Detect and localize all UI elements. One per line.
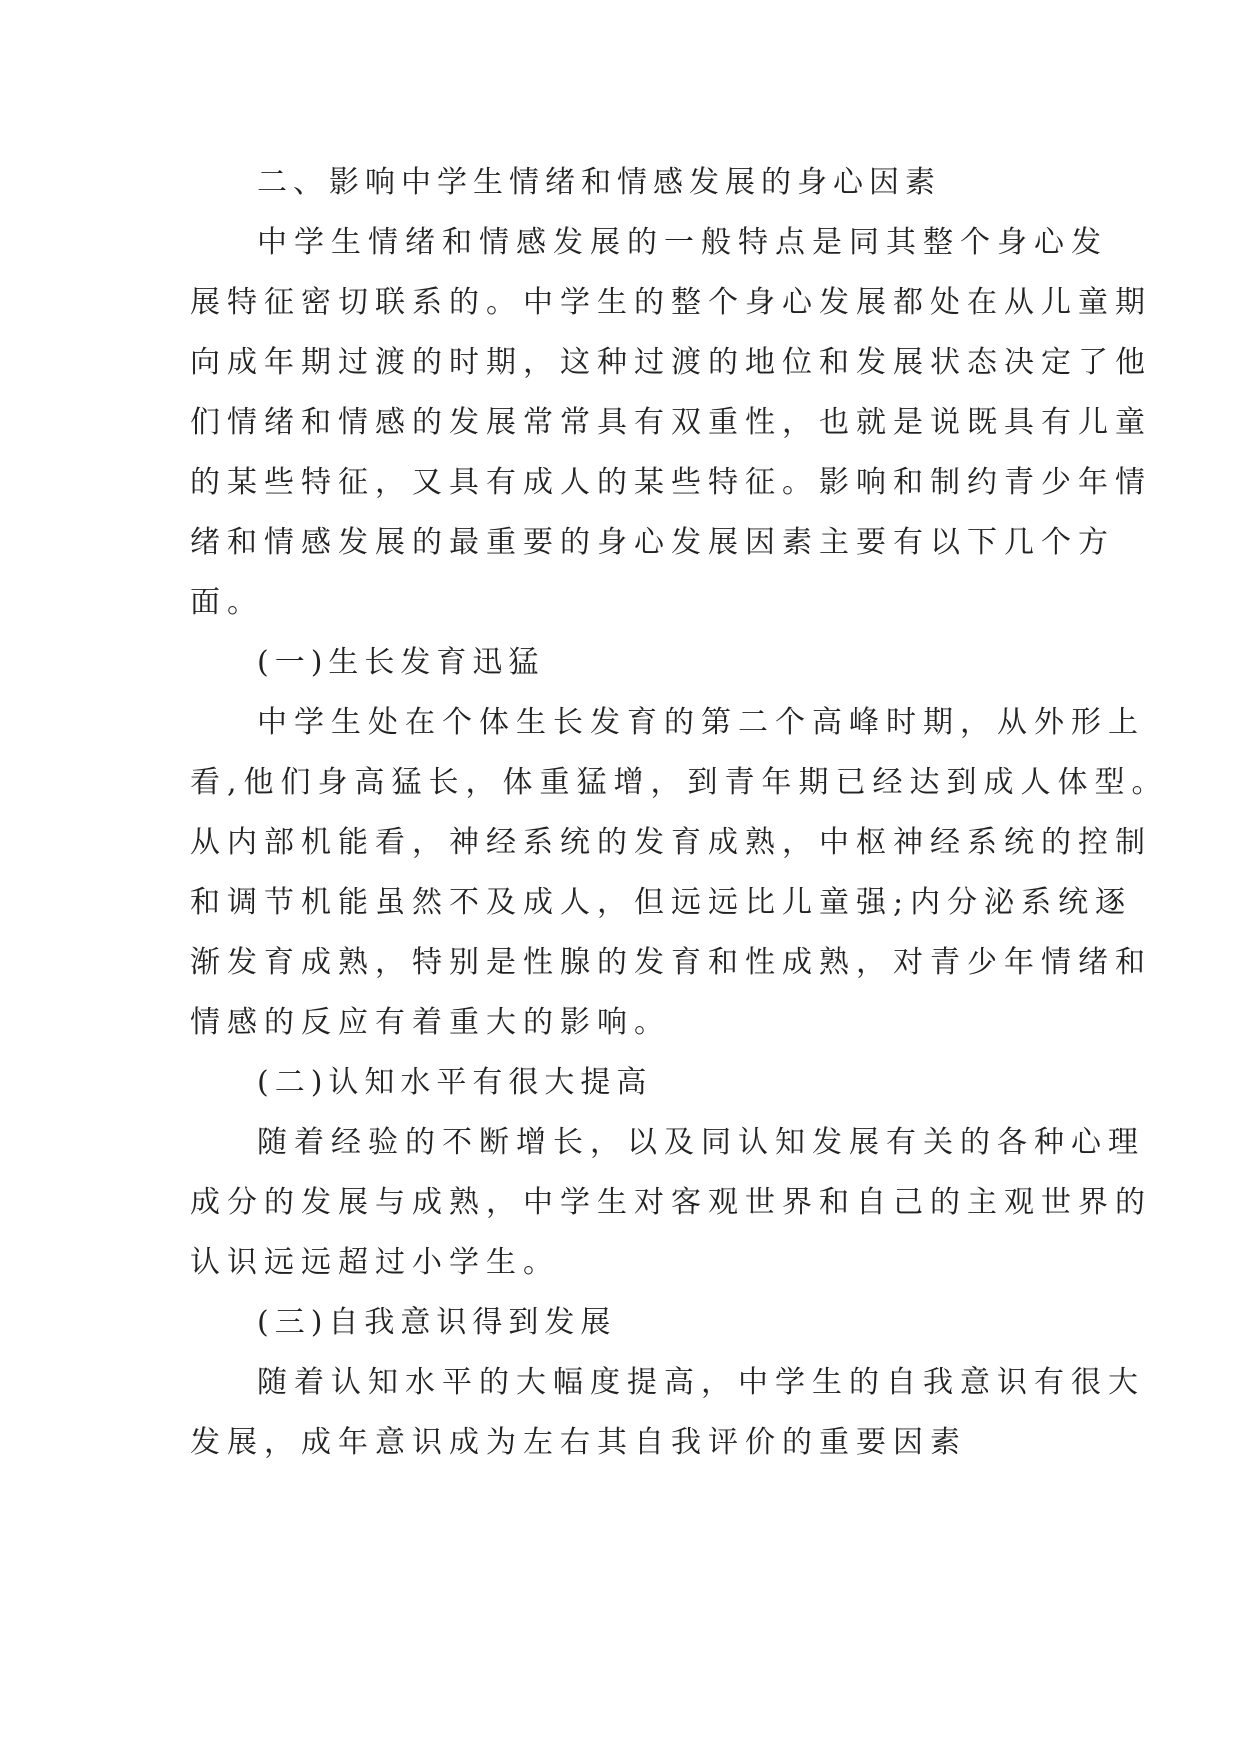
paragraph-line: 中学生处在个体生长发育的第二个高峰时期，从外形上 xyxy=(257,705,1145,740)
intro-paragraph xyxy=(190,213,1152,633)
paragraph-line: 发展，成年意识成为左右其自我评价的重要因素 xyxy=(190,1425,967,1460)
subsection-paragraph-2 xyxy=(190,1113,1152,1293)
paragraph-line: 向成年期过渡的时期，这种过渡的地位和发展状态决定了他 xyxy=(190,345,1152,380)
section-title xyxy=(190,153,1070,213)
paragraph-line: 从内部机能看，神经系统的发育成熟，中枢神经系统的控制 xyxy=(190,825,1152,860)
paragraph-line: 成分的发展与成熟，中学生对客观世界和自己的主观世界的 xyxy=(190,1185,1152,1220)
subsection-title-3 xyxy=(190,1293,1070,1353)
subsection-title-text: (三)自我意识得到发展 xyxy=(257,1305,617,1340)
paragraph-line: 中学生情绪和情感发展的一般特点是同其整个身心发 xyxy=(257,225,1108,260)
paragraph-line: 情感的反应有着重大的影响。 xyxy=(190,1005,671,1040)
document-body xyxy=(190,153,1169,1473)
paragraph-line: 随着认知水平的大幅度提高，中学生的自我意识有很大 xyxy=(257,1365,1145,1400)
paragraph-line: 面。 xyxy=(190,585,264,620)
paragraph-line: 认识远远超过小学生。 xyxy=(190,1245,560,1280)
subsection-title-1 xyxy=(190,633,1070,693)
paragraph-line: 展特征密切联系的。中学生的整个身心发展都处在从儿童期 xyxy=(190,285,1152,320)
subsection-paragraph-1 xyxy=(190,693,1169,1053)
paragraph-line: 渐发育成熟，特别是性腺的发育和性成熟，对青少年情绪和 xyxy=(190,945,1152,980)
subsection-title-text: (二)认知水平有很大提高 xyxy=(257,1065,653,1100)
paragraph-line: 的某些特征，又具有成人的某些特征。影响和制约青少年情 xyxy=(190,465,1152,500)
paragraph-line: 和调节机能虽然不及成人，但远远比儿童强;内分泌系统逐 xyxy=(190,885,1133,920)
paragraph-line: 随着经验的不断增长，以及同认知发展有关的各种心理 xyxy=(257,1125,1145,1160)
paragraph-line: 们情绪和情感的发展常常具有双重性，也就是说既具有儿童 xyxy=(190,405,1152,440)
subsection-title-2 xyxy=(190,1053,1070,1113)
subsection-title-text: (一)生长发育迅猛 xyxy=(257,645,545,680)
paragraph-line: 绪和情感发展的最重要的身心发展因素主要有以下几个方 xyxy=(190,525,1115,560)
section-title-text: 二、影响中学生情绪和情感发展的身心因素 xyxy=(257,165,941,200)
paragraph-line: 看,他们身高猛长，体重猛增，到青年期已经达到成人体型。 xyxy=(190,765,1169,800)
subsection-paragraph-3 xyxy=(190,1353,1145,1473)
